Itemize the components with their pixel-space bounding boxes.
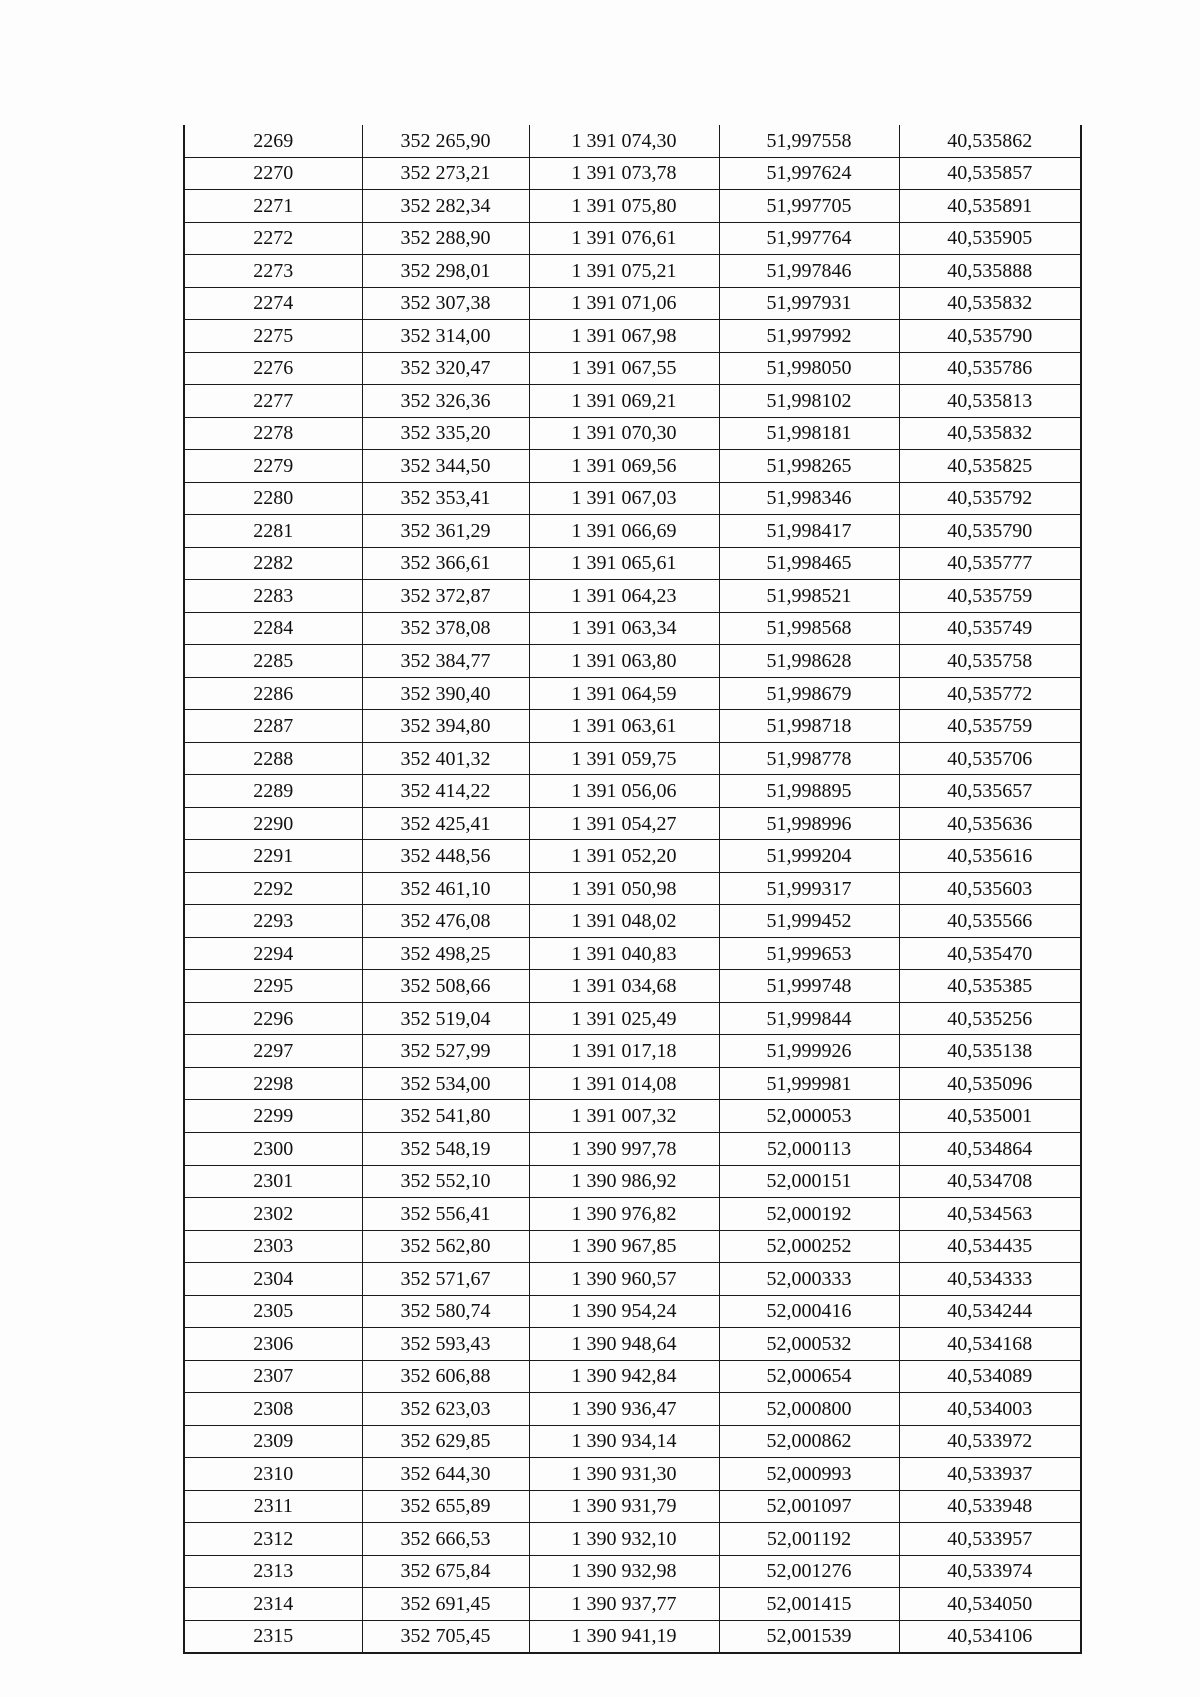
point-number-cell: 2310 — [184, 1458, 362, 1491]
latitude-cell: 52,000532 — [719, 1328, 899, 1361]
x-coordinate-cell: 352 623,03 — [362, 1393, 529, 1426]
y-coordinate-cell: 1 390 976,82 — [529, 1198, 719, 1231]
y-coordinate-cell: 1 391 067,03 — [529, 482, 719, 515]
y-coordinate-cell: 1 391 073,78 — [529, 157, 719, 190]
point-number-cell: 2313 — [184, 1555, 362, 1588]
x-coordinate-cell: 352 265,90 — [362, 125, 529, 157]
longitude-cell: 40,535825 — [899, 450, 1081, 483]
x-coordinate-cell: 352 644,30 — [362, 1458, 529, 1491]
latitude-cell: 52,001415 — [719, 1588, 899, 1621]
point-number-cell: 2278 — [184, 417, 362, 450]
latitude-cell: 51,999981 — [719, 1067, 899, 1100]
longitude-cell: 40,534563 — [899, 1198, 1081, 1231]
y-coordinate-cell: 1 391 059,75 — [529, 742, 719, 775]
y-coordinate-cell: 1 390 986,92 — [529, 1165, 719, 1198]
table-row — [184, 1002, 1081, 1035]
table-row — [184, 580, 1081, 613]
x-coordinate-cell: 352 307,38 — [362, 287, 529, 320]
point-number-cell: 2270 — [184, 157, 362, 190]
y-coordinate-cell: 1 390 931,30 — [529, 1458, 719, 1491]
latitude-cell: 51,998346 — [719, 482, 899, 515]
table-row — [184, 742, 1081, 775]
y-coordinate-cell: 1 390 960,57 — [529, 1263, 719, 1296]
latitude-cell: 51,998778 — [719, 742, 899, 775]
point-number-cell: 2285 — [184, 645, 362, 678]
point-number-cell: 2276 — [184, 352, 362, 385]
x-coordinate-cell: 352 366,61 — [362, 547, 529, 580]
point-number-cell: 2277 — [184, 385, 362, 418]
latitude-cell: 51,998568 — [719, 612, 899, 645]
latitude-cell: 51,997846 — [719, 255, 899, 288]
x-coordinate-cell: 352 320,47 — [362, 352, 529, 385]
longitude-cell: 40,535790 — [899, 515, 1081, 548]
longitude-cell: 40,534708 — [899, 1165, 1081, 1198]
x-coordinate-cell: 352 448,56 — [362, 840, 529, 873]
y-coordinate-cell: 1 391 070,30 — [529, 417, 719, 450]
x-coordinate-cell: 352 344,50 — [362, 450, 529, 483]
table-row — [184, 287, 1081, 320]
table-row — [184, 645, 1081, 678]
longitude-cell: 40,535096 — [899, 1067, 1081, 1100]
latitude-cell: 52,000862 — [719, 1425, 899, 1458]
latitude-cell: 51,998718 — [719, 710, 899, 743]
point-number-cell: 2304 — [184, 1263, 362, 1296]
coordinates-table-body — [184, 125, 1081, 1653]
point-number-cell: 2280 — [184, 482, 362, 515]
longitude-cell: 40,535891 — [899, 190, 1081, 223]
latitude-cell: 52,000151 — [719, 1165, 899, 1198]
table-row — [184, 612, 1081, 645]
table-row — [184, 840, 1081, 873]
coordinates-table — [183, 125, 1082, 1654]
y-coordinate-cell: 1 391 063,34 — [529, 612, 719, 645]
longitude-cell: 40,533937 — [899, 1458, 1081, 1491]
x-coordinate-cell: 352 476,08 — [362, 905, 529, 938]
latitude-cell: 51,997931 — [719, 287, 899, 320]
x-coordinate-cell: 352 548,19 — [362, 1132, 529, 1165]
table-row — [184, 417, 1081, 450]
latitude-cell: 51,998895 — [719, 775, 899, 808]
longitude-cell: 40,535857 — [899, 157, 1081, 190]
y-coordinate-cell: 1 390 937,77 — [529, 1588, 719, 1621]
x-coordinate-cell: 352 390,40 — [362, 677, 529, 710]
longitude-cell: 40,535759 — [899, 580, 1081, 613]
latitude-cell: 51,997764 — [719, 222, 899, 255]
y-coordinate-cell: 1 390 954,24 — [529, 1295, 719, 1328]
latitude-cell: 51,998521 — [719, 580, 899, 613]
longitude-cell: 40,535138 — [899, 1035, 1081, 1068]
x-coordinate-cell: 352 425,41 — [362, 807, 529, 840]
table-row — [184, 677, 1081, 710]
table-row — [184, 1198, 1081, 1231]
longitude-cell: 40,535470 — [899, 937, 1081, 970]
x-coordinate-cell: 352 288,90 — [362, 222, 529, 255]
y-coordinate-cell: 1 390 941,19 — [529, 1620, 719, 1653]
x-coordinate-cell: 352 273,21 — [362, 157, 529, 190]
point-number-cell: 2299 — [184, 1100, 362, 1133]
table-row — [184, 385, 1081, 418]
y-coordinate-cell: 1 391 050,98 — [529, 872, 719, 905]
table-row — [184, 807, 1081, 840]
point-number-cell: 2272 — [184, 222, 362, 255]
x-coordinate-cell: 352 401,32 — [362, 742, 529, 775]
point-number-cell: 2283 — [184, 580, 362, 613]
longitude-cell: 40,533974 — [899, 1555, 1081, 1588]
x-coordinate-cell: 352 606,88 — [362, 1360, 529, 1393]
y-coordinate-cell: 1 390 931,79 — [529, 1490, 719, 1523]
latitude-cell: 52,000252 — [719, 1230, 899, 1263]
x-coordinate-cell: 352 378,08 — [362, 612, 529, 645]
longitude-cell: 40,535786 — [899, 352, 1081, 385]
y-coordinate-cell: 1 391 063,61 — [529, 710, 719, 743]
table-row — [184, 1620, 1081, 1653]
table-row — [184, 450, 1081, 483]
point-number-cell: 2307 — [184, 1360, 362, 1393]
longitude-cell: 40,534435 — [899, 1230, 1081, 1263]
longitude-cell: 40,535790 — [899, 320, 1081, 353]
table-row — [184, 1588, 1081, 1621]
y-coordinate-cell: 1 391 054,27 — [529, 807, 719, 840]
table-row — [184, 905, 1081, 938]
latitude-cell: 51,998465 — [719, 547, 899, 580]
table-row — [184, 937, 1081, 970]
latitude-cell: 51,997624 — [719, 157, 899, 190]
point-number-cell: 2303 — [184, 1230, 362, 1263]
x-coordinate-cell: 352 384,77 — [362, 645, 529, 678]
latitude-cell: 51,999844 — [719, 1002, 899, 1035]
x-coordinate-cell: 352 461,10 — [362, 872, 529, 905]
latitude-cell: 52,000053 — [719, 1100, 899, 1133]
x-coordinate-cell: 352 675,84 — [362, 1555, 529, 1588]
table-row — [184, 872, 1081, 905]
x-coordinate-cell: 352 666,53 — [362, 1523, 529, 1556]
longitude-cell: 40,535636 — [899, 807, 1081, 840]
x-coordinate-cell: 352 655,89 — [362, 1490, 529, 1523]
longitude-cell: 40,535706 — [899, 742, 1081, 775]
table-row — [184, 1458, 1081, 1491]
table-row — [184, 157, 1081, 190]
table-row — [184, 515, 1081, 548]
table-row — [184, 190, 1081, 223]
point-number-cell: 2288 — [184, 742, 362, 775]
y-coordinate-cell: 1 391 069,21 — [529, 385, 719, 418]
point-number-cell: 2275 — [184, 320, 362, 353]
latitude-cell: 51,997558 — [719, 125, 899, 157]
latitude-cell: 51,998181 — [719, 417, 899, 450]
table-row — [184, 1328, 1081, 1361]
y-coordinate-cell: 1 390 936,47 — [529, 1393, 719, 1426]
longitude-cell: 40,533957 — [899, 1523, 1081, 1556]
table-row — [184, 1132, 1081, 1165]
longitude-cell: 40,534003 — [899, 1393, 1081, 1426]
x-coordinate-cell: 352 335,20 — [362, 417, 529, 450]
table-row — [184, 547, 1081, 580]
y-coordinate-cell: 1 391 052,20 — [529, 840, 719, 873]
point-number-cell: 2269 — [184, 125, 362, 157]
latitude-cell: 51,998265 — [719, 450, 899, 483]
x-coordinate-cell: 352 519,04 — [362, 1002, 529, 1035]
longitude-cell: 40,535862 — [899, 125, 1081, 157]
table-row — [184, 1165, 1081, 1198]
table-row — [184, 352, 1081, 385]
x-coordinate-cell: 352 534,00 — [362, 1067, 529, 1100]
latitude-cell: 51,998996 — [719, 807, 899, 840]
x-coordinate-cell: 352 571,67 — [362, 1263, 529, 1296]
longitude-cell: 40,535759 — [899, 710, 1081, 743]
latitude-cell: 51,999452 — [719, 905, 899, 938]
latitude-cell: 51,998679 — [719, 677, 899, 710]
y-coordinate-cell: 1 391 014,08 — [529, 1067, 719, 1100]
x-coordinate-cell: 352 282,34 — [362, 190, 529, 223]
point-number-cell: 2281 — [184, 515, 362, 548]
table-row — [184, 320, 1081, 353]
point-number-cell: 2297 — [184, 1035, 362, 1068]
point-number-cell: 2274 — [184, 287, 362, 320]
x-coordinate-cell: 352 361,29 — [362, 515, 529, 548]
table-row — [184, 970, 1081, 1003]
table-row — [184, 1230, 1081, 1263]
y-coordinate-cell: 1 391 064,59 — [529, 677, 719, 710]
y-coordinate-cell: 1 390 997,78 — [529, 1132, 719, 1165]
table-row — [184, 775, 1081, 808]
point-number-cell: 2290 — [184, 807, 362, 840]
longitude-cell: 40,535832 — [899, 417, 1081, 450]
y-coordinate-cell: 1 391 017,18 — [529, 1035, 719, 1068]
y-coordinate-cell: 1 391 066,69 — [529, 515, 719, 548]
point-number-cell: 2292 — [184, 872, 362, 905]
point-number-cell: 2306 — [184, 1328, 362, 1361]
y-coordinate-cell: 1 391 069,56 — [529, 450, 719, 483]
table-row — [184, 1523, 1081, 1556]
x-coordinate-cell: 352 372,87 — [362, 580, 529, 613]
longitude-cell: 40,535749 — [899, 612, 1081, 645]
longitude-cell: 40,535385 — [899, 970, 1081, 1003]
latitude-cell: 51,999748 — [719, 970, 899, 1003]
y-coordinate-cell: 1 391 075,21 — [529, 255, 719, 288]
y-coordinate-cell: 1 391 056,06 — [529, 775, 719, 808]
longitude-cell: 40,535758 — [899, 645, 1081, 678]
y-coordinate-cell: 1 390 967,85 — [529, 1230, 719, 1263]
y-coordinate-cell: 1 391 048,02 — [529, 905, 719, 938]
latitude-cell: 52,001192 — [719, 1523, 899, 1556]
point-number-cell: 2305 — [184, 1295, 362, 1328]
x-coordinate-cell: 352 593,43 — [362, 1328, 529, 1361]
y-coordinate-cell: 1 391 076,61 — [529, 222, 719, 255]
table-row — [184, 125, 1081, 157]
x-coordinate-cell: 352 691,45 — [362, 1588, 529, 1621]
point-number-cell: 2311 — [184, 1490, 362, 1523]
latitude-cell: 52,000654 — [719, 1360, 899, 1393]
y-coordinate-cell: 1 391 065,61 — [529, 547, 719, 580]
table-row — [184, 1393, 1081, 1426]
table-row — [184, 1035, 1081, 1068]
longitude-cell: 40,535603 — [899, 872, 1081, 905]
latitude-cell: 52,000993 — [719, 1458, 899, 1491]
y-coordinate-cell: 1 390 932,98 — [529, 1555, 719, 1588]
y-coordinate-cell: 1 391 040,83 — [529, 937, 719, 970]
table-row — [184, 1490, 1081, 1523]
y-coordinate-cell: 1 390 934,14 — [529, 1425, 719, 1458]
table-row — [184, 1067, 1081, 1100]
longitude-cell: 40,534089 — [899, 1360, 1081, 1393]
x-coordinate-cell: 352 298,01 — [362, 255, 529, 288]
x-coordinate-cell: 352 508,66 — [362, 970, 529, 1003]
y-coordinate-cell: 1 391 067,55 — [529, 352, 719, 385]
latitude-cell: 52,000113 — [719, 1132, 899, 1165]
point-number-cell: 2309 — [184, 1425, 362, 1458]
x-coordinate-cell: 352 394,80 — [362, 710, 529, 743]
point-number-cell: 2301 — [184, 1165, 362, 1198]
y-coordinate-cell: 1 391 067,98 — [529, 320, 719, 353]
table-row — [184, 710, 1081, 743]
latitude-cell: 51,997992 — [719, 320, 899, 353]
point-number-cell: 2286 — [184, 677, 362, 710]
longitude-cell: 40,535001 — [899, 1100, 1081, 1133]
longitude-cell: 40,534333 — [899, 1263, 1081, 1296]
point-number-cell: 2279 — [184, 450, 362, 483]
longitude-cell: 40,534864 — [899, 1132, 1081, 1165]
table-row — [184, 1555, 1081, 1588]
point-number-cell: 2312 — [184, 1523, 362, 1556]
latitude-cell: 52,001097 — [719, 1490, 899, 1523]
latitude-cell: 51,998628 — [719, 645, 899, 678]
latitude-cell: 51,999317 — [719, 872, 899, 905]
point-number-cell: 2314 — [184, 1588, 362, 1621]
longitude-cell: 40,535772 — [899, 677, 1081, 710]
table-row — [184, 1360, 1081, 1393]
point-number-cell: 2298 — [184, 1067, 362, 1100]
y-coordinate-cell: 1 391 075,80 — [529, 190, 719, 223]
longitude-cell: 40,534050 — [899, 1588, 1081, 1621]
y-coordinate-cell: 1 390 948,64 — [529, 1328, 719, 1361]
longitude-cell: 40,535888 — [899, 255, 1081, 288]
point-number-cell: 2302 — [184, 1198, 362, 1231]
longitude-cell: 40,533972 — [899, 1425, 1081, 1458]
point-number-cell: 2295 — [184, 970, 362, 1003]
latitude-cell: 51,999204 — [719, 840, 899, 873]
x-coordinate-cell: 352 314,00 — [362, 320, 529, 353]
y-coordinate-cell: 1 391 071,06 — [529, 287, 719, 320]
point-number-cell: 2284 — [184, 612, 362, 645]
longitude-cell: 40,535813 — [899, 385, 1081, 418]
x-coordinate-cell: 352 326,36 — [362, 385, 529, 418]
table-row — [184, 255, 1081, 288]
latitude-cell: 51,998417 — [719, 515, 899, 548]
longitude-cell: 40,534244 — [899, 1295, 1081, 1328]
latitude-cell: 52,000192 — [719, 1198, 899, 1231]
x-coordinate-cell: 352 541,80 — [362, 1100, 529, 1133]
y-coordinate-cell: 1 391 064,23 — [529, 580, 719, 613]
table-row — [184, 1263, 1081, 1296]
latitude-cell: 52,000333 — [719, 1263, 899, 1296]
point-number-cell: 2287 — [184, 710, 362, 743]
y-coordinate-cell: 1 390 942,84 — [529, 1360, 719, 1393]
longitude-cell: 40,535832 — [899, 287, 1081, 320]
longitude-cell: 40,535905 — [899, 222, 1081, 255]
longitude-cell: 40,535616 — [899, 840, 1081, 873]
y-coordinate-cell: 1 391 007,32 — [529, 1100, 719, 1133]
x-coordinate-cell: 352 556,41 — [362, 1198, 529, 1231]
point-number-cell: 2294 — [184, 937, 362, 970]
longitude-cell: 40,535657 — [899, 775, 1081, 808]
x-coordinate-cell: 352 705,45 — [362, 1620, 529, 1653]
y-coordinate-cell: 1 391 025,49 — [529, 1002, 719, 1035]
latitude-cell: 52,000800 — [719, 1393, 899, 1426]
latitude-cell: 51,997705 — [719, 190, 899, 223]
table-row — [184, 1425, 1081, 1458]
x-coordinate-cell: 352 629,85 — [362, 1425, 529, 1458]
longitude-cell: 40,534168 — [899, 1328, 1081, 1361]
table-row — [184, 1295, 1081, 1328]
longitude-cell: 40,534106 — [899, 1620, 1081, 1653]
table-row — [184, 482, 1081, 515]
latitude-cell: 51,998102 — [719, 385, 899, 418]
point-number-cell: 2300 — [184, 1132, 362, 1165]
point-number-cell: 2293 — [184, 905, 362, 938]
longitude-cell: 40,535777 — [899, 547, 1081, 580]
point-number-cell: 2296 — [184, 1002, 362, 1035]
latitude-cell: 51,998050 — [719, 352, 899, 385]
point-number-cell: 2282 — [184, 547, 362, 580]
y-coordinate-cell: 1 390 932,10 — [529, 1523, 719, 1556]
y-coordinate-cell: 1 391 063,80 — [529, 645, 719, 678]
x-coordinate-cell: 352 498,25 — [362, 937, 529, 970]
y-coordinate-cell: 1 391 034,68 — [529, 970, 719, 1003]
latitude-cell: 51,999926 — [719, 1035, 899, 1068]
latitude-cell: 51,999653 — [719, 937, 899, 970]
latitude-cell: 52,001276 — [719, 1555, 899, 1588]
point-number-cell: 2308 — [184, 1393, 362, 1426]
longitude-cell: 40,535792 — [899, 482, 1081, 515]
point-number-cell: 2291 — [184, 840, 362, 873]
x-coordinate-cell: 352 414,22 — [362, 775, 529, 808]
point-number-cell: 2273 — [184, 255, 362, 288]
x-coordinate-cell: 352 562,80 — [362, 1230, 529, 1263]
x-coordinate-cell: 352 353,41 — [362, 482, 529, 515]
point-number-cell: 2289 — [184, 775, 362, 808]
point-number-cell: 2315 — [184, 1620, 362, 1653]
latitude-cell: 52,001539 — [719, 1620, 899, 1653]
longitude-cell: 40,535256 — [899, 1002, 1081, 1035]
longitude-cell: 40,535566 — [899, 905, 1081, 938]
x-coordinate-cell: 352 527,99 — [362, 1035, 529, 1068]
table-row — [184, 1100, 1081, 1133]
x-coordinate-cell: 352 580,74 — [362, 1295, 529, 1328]
table-row — [184, 222, 1081, 255]
longitude-cell: 40,533948 — [899, 1490, 1081, 1523]
point-number-cell: 2271 — [184, 190, 362, 223]
y-coordinate-cell: 1 391 074,30 — [529, 125, 719, 157]
x-coordinate-cell: 352 552,10 — [362, 1165, 529, 1198]
latitude-cell: 52,000416 — [719, 1295, 899, 1328]
